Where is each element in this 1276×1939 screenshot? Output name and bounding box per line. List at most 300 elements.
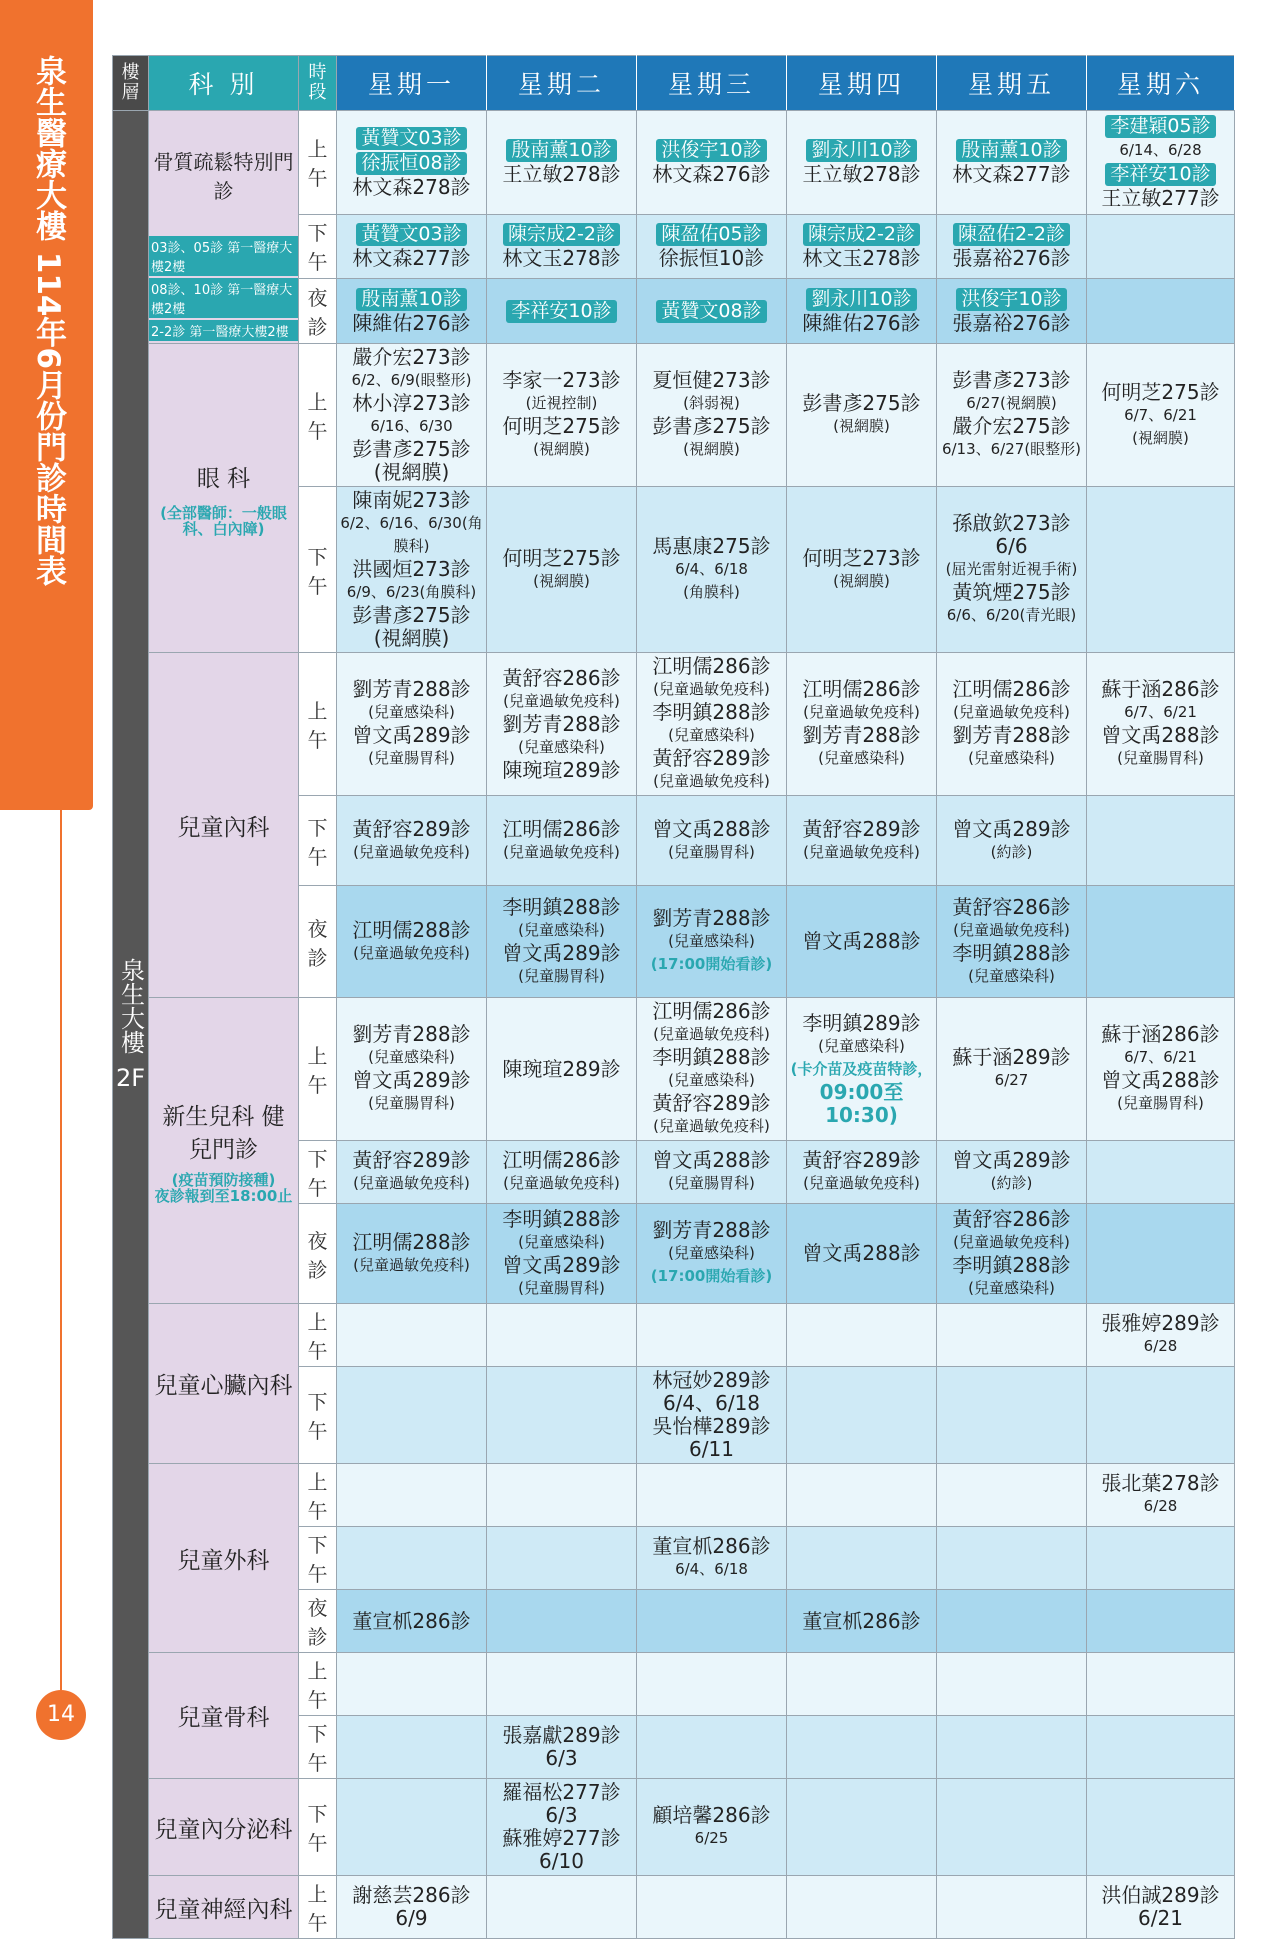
cell-text	[339, 287, 484, 312]
schedule-cell	[787, 1779, 937, 1876]
cell-text: 江明儒288診	[352, 917, 471, 942]
cell-text: (兒童過敏免疫科)	[803, 842, 920, 861]
schedule-cell	[787, 111, 937, 215]
cell-text: 曾文禹289診	[352, 1068, 471, 1092]
schedule-cell	[1087, 998, 1235, 1141]
cell-text: 黃舒容289診	[652, 1091, 771, 1115]
schedule-cell	[337, 111, 487, 215]
cell-text: 曾文禹288診	[802, 1241, 921, 1265]
cell-text: (兒童過敏免疫科)	[503, 1174, 620, 1192]
cell-text: 彭書彥273診	[952, 368, 1071, 392]
dept-note: 夜診報到至18:00止	[154, 1186, 293, 1205]
cell-text: (兒童感染科)	[818, 749, 905, 767]
schedule-cell	[337, 1779, 487, 1876]
cell-text: 曾文禹289診	[502, 940, 621, 965]
building-name: 泉生大樓	[116, 957, 145, 1054]
clinic-badge: 殷南薰10診	[356, 288, 466, 311]
schedule-table	[112, 55, 1235, 1939]
cell-text: 洪伯誠289診6/21	[1101, 1883, 1220, 1930]
schedule-cell	[337, 279, 487, 344]
cell-text: 劉芳青288診	[352, 677, 471, 701]
cell-text: (近視控制)	[525, 394, 598, 412]
schedule-cell	[637, 796, 787, 886]
cell-text: 林小淳273診	[352, 391, 471, 415]
dept-name: 骨質疏鬆特別門診	[153, 150, 294, 203]
time-slot: 夜診	[299, 1204, 337, 1304]
cell-text: 6/7、6/21	[1124, 405, 1197, 424]
schedule-cell	[1087, 1876, 1235, 1939]
cell-text: 李明鎮288診	[652, 700, 771, 724]
clinic-badge: 劉永川10診	[806, 288, 916, 311]
cell-text: 林文森276診	[652, 162, 771, 187]
schedule-cell	[637, 1876, 787, 1939]
side-tab	[0, 0, 93, 810]
clinic-badge: 黃贊文03診	[356, 127, 466, 150]
cell-text: 張嘉獻289診6/3	[502, 1723, 621, 1770]
schedule-row	[113, 1304, 1235, 1367]
schedule-cell	[1087, 653, 1235, 796]
schedule-cell	[337, 1716, 487, 1779]
cell-text: 顧培馨286診	[652, 1803, 771, 1827]
schedule-cell	[787, 653, 937, 796]
dept-note: (全部醫師：一般眼科、白內障)	[160, 503, 287, 538]
cell-text: (兒童感染科)	[968, 966, 1055, 985]
cell-text: 曾文禹289診	[952, 816, 1071, 841]
schedule-cell	[937, 111, 1087, 215]
schedule-cell	[1087, 1464, 1235, 1527]
schedule-cell	[937, 1716, 1087, 1779]
schedule-cell	[937, 1464, 1087, 1527]
cell-text: 黃舒容286診	[502, 665, 621, 690]
time-slot: 夜診	[299, 279, 337, 344]
cell-text: 劉芳青288診	[802, 723, 921, 747]
cell-text: 劉芳青288診	[652, 906, 771, 930]
cell-text: 09:00至10:30)	[819, 1079, 904, 1127]
cell-text: (兒童感染科)	[968, 749, 1055, 767]
header-day: 星期三	[637, 56, 787, 111]
cell-text: 黃舒容289診	[352, 816, 471, 841]
schedule-cell	[1087, 886, 1235, 998]
schedule-cell	[1087, 279, 1235, 344]
cell-text: 6/16、6/30	[370, 417, 453, 435]
dept-endo	[149, 1779, 299, 1876]
cell-text: (卡介苗及疫苗特診，	[790, 1059, 933, 1078]
schedule-cell	[1087, 1304, 1235, 1367]
schedule-cell	[487, 279, 637, 344]
cell-text: 曾文禹289診	[502, 1252, 621, 1277]
cell-text: 何明芝275診	[502, 414, 621, 438]
schedule-cell	[337, 796, 487, 886]
cell-text: 劉芳青288診	[652, 1218, 771, 1242]
schedule-cell	[787, 1653, 937, 1716]
cell-text: 黃舒容286診	[952, 894, 1071, 919]
cell-text: 張嘉裕276診	[952, 246, 1071, 271]
cell-text: 6/7、6/21	[1124, 1048, 1197, 1066]
cell-text: (兒童過敏免疫科)	[353, 943, 470, 962]
header-dept: 科 別	[149, 56, 299, 111]
dept-ped	[149, 653, 299, 998]
schedule-cell	[787, 214, 937, 279]
cell-text: (約診)	[990, 842, 1033, 861]
schedule-cell	[337, 1527, 487, 1590]
cell-text: 謝慈芸286診6/9	[352, 1883, 471, 1930]
cell-text: 王立敏278診	[802, 162, 921, 187]
header-day: 星期五	[937, 56, 1087, 111]
schedule-cell	[337, 886, 487, 998]
time-slot: 夜診	[299, 886, 337, 998]
schedule-cell	[637, 886, 787, 998]
cell-text: (角膜科)	[683, 583, 740, 601]
dept-eye	[149, 344, 299, 653]
cell-text: 6/2、6/9(眼整形)	[351, 371, 472, 389]
time-slot: 下午	[299, 1779, 337, 1876]
schedule-cell	[637, 1653, 787, 1716]
schedule-cell	[637, 1590, 787, 1653]
clinic-badge: 陳宗成2-2診	[803, 223, 920, 246]
cell-text	[489, 299, 634, 324]
schedule-cell	[937, 1204, 1087, 1304]
schedule-cell	[337, 1876, 487, 1939]
dept-name: 新生兒科 健兒門診	[162, 1103, 285, 1163]
cell-text: (兒童過敏免疫科)	[653, 680, 770, 698]
time-slot: 下午	[299, 487, 337, 653]
cell-text: (兒童感染科)	[668, 1071, 755, 1089]
cell-text: 曾文禹288診	[1101, 1068, 1220, 1092]
schedule-cell	[487, 1716, 637, 1779]
dept-bone	[149, 1653, 299, 1779]
building-cell	[113, 111, 149, 1939]
cell-text: 6/28	[1143, 1497, 1178, 1515]
cell-text: 曾文禹289診	[352, 723, 471, 747]
dept-name: 兒童內科	[177, 814, 270, 841]
schedule-cell	[1087, 1204, 1235, 1304]
cell-text: 6/2、6/16、6/30(角膜科)	[340, 514, 483, 555]
schedule-row	[113, 1464, 1235, 1527]
cell-text: 李家一273診	[502, 368, 621, 392]
cell-text	[789, 222, 934, 247]
cell-text: 徐振恒10診	[658, 246, 765, 271]
cell-text: 董宣枛286診	[802, 1608, 921, 1633]
schedule-cell	[937, 1304, 1087, 1367]
cell-text: 李明鎮288診	[952, 940, 1071, 965]
cell-text: (兒童感染科)	[518, 1232, 605, 1251]
schedule-cell	[937, 1876, 1087, 1939]
dept-name: 兒童骨科	[177, 1705, 270, 1731]
cell-text: 黃舒容289診	[802, 816, 921, 841]
schedule-cell	[787, 1464, 937, 1527]
schedule-cell	[337, 1464, 487, 1527]
schedule-cell	[487, 796, 637, 886]
schedule-cell	[787, 1716, 937, 1779]
schedule-cell	[487, 1304, 637, 1367]
schedule-cell	[937, 1779, 1087, 1876]
cell-text: 曾文禹288診	[652, 816, 771, 841]
time-slot: 上午	[299, 1304, 337, 1367]
cell-text: (約診)	[990, 1174, 1033, 1192]
schedule-cell	[337, 1590, 487, 1653]
cell-text: (兒童腸胃科)	[668, 842, 755, 861]
cell-text: 曾文禹288診	[652, 1148, 771, 1172]
cell-text: 黃舒容289診	[352, 1148, 471, 1172]
schedule-cell	[487, 344, 637, 487]
cell-text: 陳維佑276診	[802, 311, 921, 336]
schedule-cell	[637, 279, 787, 344]
cell-text: 李明鎮288診	[502, 894, 621, 919]
time-slot: 上午	[299, 111, 337, 215]
schedule-cell	[937, 653, 1087, 796]
cell-text: 嚴介宏273診	[352, 345, 471, 369]
schedule-cell	[637, 487, 787, 653]
cell-text: 曾文禹288診	[802, 929, 921, 953]
schedule-cell	[787, 279, 937, 344]
cell-text: (斜弱視)	[683, 394, 740, 412]
cell-text: 林文森277診	[352, 246, 471, 271]
cell-text: (兒童感染科)	[968, 1278, 1055, 1297]
cell-text	[339, 151, 484, 176]
schedule-cell	[637, 1716, 787, 1779]
cell-text	[1089, 114, 1232, 139]
cell-text: 林文玉278診	[802, 246, 921, 271]
schedule-cell	[487, 487, 637, 653]
schedule-cell	[937, 796, 1087, 886]
cell-text: 黃舒容289診	[652, 746, 771, 770]
header-day: 星期二	[487, 56, 637, 111]
schedule-cell	[787, 1141, 937, 1204]
clinic-badge: 李祥安10診	[506, 300, 616, 323]
dept-name: 兒童內分泌科	[154, 1816, 293, 1843]
schedule-cell	[787, 998, 937, 1141]
schedule-cell	[487, 1527, 637, 1590]
cell-text: 6/9、6/23(角膜科)	[346, 583, 477, 601]
time-slot: 下午	[299, 214, 337, 279]
schedule-cell	[1087, 796, 1235, 886]
cell-text: (兒童過敏免疫科)	[953, 703, 1070, 721]
location-label: 03診、05診 第一醫療大樓2樓	[149, 236, 298, 276]
clinic-badge: 殷南薰10診	[956, 139, 1066, 162]
clinic-badge: 陳盈佑05診	[656, 223, 766, 246]
cell-text: 陳琬瑄289診	[502, 757, 621, 782]
time-slot: 下午	[299, 1367, 337, 1464]
schedule-cell	[787, 796, 937, 886]
clinic-badge: 陳宗成2-2診	[503, 223, 620, 246]
schedule-cell	[1087, 487, 1235, 653]
schedule-cell	[1087, 214, 1235, 279]
schedule-cell	[1087, 1367, 1235, 1464]
schedule-cell	[637, 1527, 787, 1590]
schedule-row	[113, 1876, 1235, 1939]
schedule-row	[113, 1779, 1235, 1876]
schedule-row	[113, 344, 1235, 487]
schedule-row	[113, 1653, 1235, 1716]
clinic-badge: 劉永川10診	[806, 139, 916, 162]
cell-text: (兒童過敏免疫科)	[503, 842, 620, 861]
schedule-cell	[337, 653, 487, 796]
schedule-cell	[937, 279, 1087, 344]
cell-text: (視網膜)	[833, 417, 890, 435]
time-slot: 上午	[299, 1653, 337, 1716]
schedule-cell	[637, 214, 787, 279]
cell-text: (兒童感染科)	[668, 726, 755, 744]
dept-newborn	[149, 998, 299, 1304]
cell-text: (兒童感染科)	[518, 737, 605, 756]
cell-text: (兒童腸胃科)	[518, 1278, 605, 1297]
schedule-cell	[1087, 1716, 1235, 1779]
cell-text: 董宣枛286診	[352, 1608, 471, 1633]
schedule-cell	[787, 487, 937, 653]
schedule-cell	[637, 1367, 787, 1464]
header-day: 星期一	[337, 56, 487, 111]
cell-text: (兒童過敏免疫科)	[353, 842, 470, 861]
clinic-badge: 洪俊宇10診	[956, 288, 1066, 311]
cell-text: 6/13、6/27(眼整形)	[941, 440, 1082, 458]
clinic-badge: 李建穎05診	[1105, 115, 1215, 138]
cell-text: 林文森277診	[952, 162, 1071, 187]
dept-name: 眼 科	[196, 465, 251, 492]
cell-text: (兒童腸胃科)	[668, 1174, 755, 1192]
floor-label: 2F	[115, 1063, 146, 1092]
dept-name: 兒童心臟內科	[154, 1373, 293, 1399]
schedule-cell	[937, 1367, 1087, 1464]
dept-surg	[149, 1464, 299, 1653]
schedule-cell	[487, 1590, 637, 1653]
cell-text: 6/27	[994, 1071, 1029, 1089]
schedule-cell	[487, 1653, 637, 1716]
cell-text: 江明儒288診	[352, 1229, 471, 1254]
schedule-cell	[637, 1141, 787, 1204]
time-slot: 下午	[299, 1527, 337, 1590]
cell-text	[789, 138, 934, 163]
dept-name: 兒童外科	[177, 1547, 270, 1574]
cell-text: (兒童感染科)	[368, 703, 455, 721]
schedule-cell	[787, 344, 937, 487]
cell-text: (視網膜)	[833, 571, 890, 590]
schedule-cell	[937, 1527, 1087, 1590]
time-slot: 上午	[299, 653, 337, 796]
cell-text	[939, 222, 1084, 247]
cell-text: 蘇于涵289診	[952, 1045, 1071, 1069]
cell-text: 蘇于涵286診	[1101, 1022, 1220, 1046]
schedule-cell	[1087, 344, 1235, 487]
schedule-cell	[787, 1527, 937, 1590]
schedule-cell	[637, 344, 787, 487]
schedule-cell	[637, 1464, 787, 1527]
cell-text: 洪國烜273診	[352, 557, 471, 581]
schedule-cell	[487, 998, 637, 1141]
schedule-cell	[487, 1779, 637, 1876]
cell-text: (兒童過敏免疫科)	[653, 1025, 770, 1043]
cell-text: (兒童腸胃科)	[1117, 1094, 1204, 1112]
cell-text: (兒童感染科)	[368, 1048, 455, 1066]
cell-text: 張北葉278診	[1101, 1471, 1220, 1495]
cell-text: 劉芳青288診	[952, 723, 1071, 747]
cell-text: 江明儒286診	[502, 1148, 621, 1172]
cell-text	[489, 138, 634, 163]
schedule-cell	[487, 886, 637, 998]
cell-text: (兒童過敏免疫科)	[953, 1232, 1070, 1251]
cell-text: 陳維佑276診	[352, 311, 471, 336]
schedule-row	[113, 998, 1235, 1141]
page-number: 14	[36, 1690, 86, 1740]
cell-text: 曾文禹289診	[952, 1148, 1071, 1172]
cell-text: (視網膜)	[1132, 428, 1189, 447]
cell-text	[639, 222, 784, 247]
cell-text: (視網膜)	[683, 440, 740, 458]
schedule-cell	[787, 1304, 937, 1367]
schedule-cell	[337, 1204, 487, 1304]
cell-text: 6/27(視網膜)	[966, 394, 1057, 412]
cell-text: 黃筑煙275診	[952, 580, 1071, 604]
time-slot: 下午	[299, 796, 337, 886]
time-slot: 下午	[299, 1716, 337, 1779]
dept-neuro	[149, 1876, 299, 1939]
schedule-cell	[787, 886, 937, 998]
cell-text: 董宣枛286診	[652, 1534, 771, 1558]
side-line	[60, 810, 62, 1690]
schedule-cell	[337, 998, 487, 1141]
cell-text: 嚴介宏275診	[952, 414, 1071, 438]
cell-text: (視網膜)	[533, 571, 590, 590]
cell-text: 黃舒容289診	[802, 1148, 921, 1172]
schedule-cell	[1087, 1527, 1235, 1590]
cell-text: (兒童腸胃科)	[368, 1094, 455, 1112]
schedule-cell	[337, 344, 487, 487]
cell-text: 張嘉裕276診	[952, 311, 1071, 336]
time-slot: 上午	[299, 344, 337, 487]
schedule-cell	[787, 1876, 937, 1939]
schedule-cell	[337, 1367, 487, 1464]
cell-text: 何明芝275診	[502, 545, 621, 570]
dept-ortho	[149, 111, 299, 344]
schedule-cell	[937, 214, 1087, 279]
cell-text: (兒童過敏免疫科)	[353, 1255, 470, 1274]
schedule-cell	[337, 1141, 487, 1204]
cell-text	[1089, 162, 1232, 187]
cell-text: (兒童感染科)	[668, 1244, 755, 1262]
cell-text: 林文森278診	[352, 174, 471, 199]
cell-text	[639, 138, 784, 163]
cell-text: 6/14、6/28	[1119, 141, 1202, 160]
cell-text	[939, 138, 1084, 163]
dept-cardio	[149, 1304, 299, 1464]
cell-text: 劉芳青288診	[352, 1022, 471, 1046]
cell-text: (屈光雷射近視手術)	[945, 560, 1078, 578]
cell-text: (視網膜)	[533, 440, 590, 458]
time-slot: 上午	[299, 1876, 337, 1939]
dept-name: 兒童神經內科	[154, 1896, 293, 1923]
schedule-cell	[487, 653, 637, 796]
cell-text: (17:00開始看診)	[650, 955, 773, 973]
cell-text: 蘇雅婷277診6/10	[502, 1826, 621, 1873]
clinic-badge: 黃贊文03診	[356, 223, 466, 246]
cell-text	[639, 299, 784, 324]
cell-text	[339, 126, 484, 151]
cell-text: 陳南妮273診	[352, 488, 471, 512]
schedule-cell	[937, 1653, 1087, 1716]
clinic-badge: 殷南薰10診	[506, 139, 616, 162]
cell-text: 6/4、6/18	[675, 560, 748, 578]
cell-text: (兒童過敏免疫科)	[503, 691, 620, 710]
cell-text: 李明鎮288診	[502, 1206, 621, 1231]
cell-text	[789, 287, 934, 312]
schedule-cell	[1087, 1590, 1235, 1653]
cell-text	[339, 222, 484, 247]
schedule-cell	[337, 1653, 487, 1716]
location-label: 08診、10診 第一醫療大樓2樓	[149, 278, 298, 318]
schedule-cell	[937, 1590, 1087, 1653]
cell-text: (兒童過敏免疫科)	[653, 772, 770, 790]
cell-text: 馬惠康275診	[652, 534, 771, 558]
schedule-cell	[937, 886, 1087, 998]
